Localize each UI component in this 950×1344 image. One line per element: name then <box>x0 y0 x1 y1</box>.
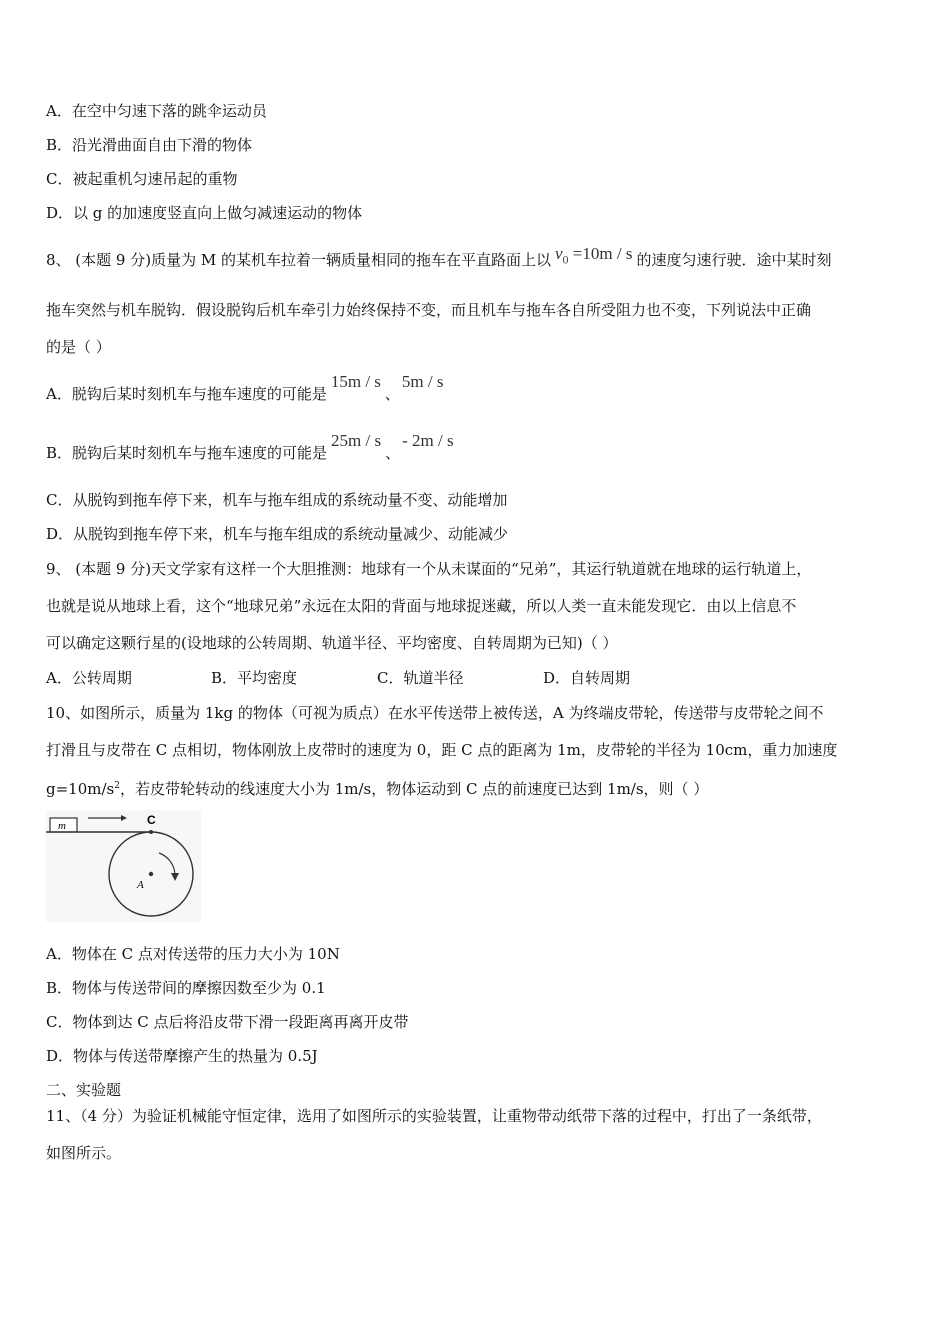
q8-option-b <box>46 431 454 463</box>
v0-value: =10m / s <box>572 244 633 263</box>
point-c-label: C <box>147 813 156 827</box>
q8-option-b-text: B．脱钩后某时刻机车与拖车速度的可能是 <box>46 444 328 462</box>
q7-option-a: A．在空中匀速下落的跳伞运动员 <box>46 102 267 120</box>
q8-option-b-v2: - 2m / s <box>402 431 454 450</box>
q11-stem-line2: 如图所示。 <box>46 1144 122 1162</box>
q8-option-b-sep: 、 <box>385 444 401 462</box>
q9-stem-line2: 也就是说从地球上看，这个“地球兄弟”永远在太阳的背面与地球捉迷藏，所以人类一直未能发现它．由以上信息不 <box>46 597 797 615</box>
conveyor-belt-figure <box>46 810 201 922</box>
q10-stem-line1: 10、如图所示，质量为 1kg 的物体（可视为质点）在水平传送带上被传送，A 为终端皮带轮，传送带与皮带轮之间不 <box>46 704 824 722</box>
point-a-label: A <box>137 879 144 891</box>
q8-option-d: D．从脱钩到拖车停下来，机车与拖车组成的系统动量减少、动能减少 <box>46 525 509 543</box>
q9-option-b: B．平均密度 <box>211 669 298 687</box>
q8-option-c: C．从脱钩到拖车停下来，机车与拖车组成的系统动量不变、动能增加 <box>46 491 508 509</box>
q8-stem-line2: 拖车突然与机车脱钩．假设脱钩后机车牵引力始终保持不变，而且机车与拖车各自所受阻力也不变，下列说法中正确 <box>46 301 812 319</box>
q9-stem-line1: 9、 (本题 9 分)天文学家有这样一个大胆推测：地球有一个从未谋面的“兄弟”，其运行轨道就在地球的运行轨道上， <box>46 560 812 578</box>
q9-option-d: D．自转周期 <box>543 669 631 687</box>
section-title: 二、实验题 <box>46 1081 122 1099</box>
q8-stem-line1 <box>46 244 832 275</box>
q10-option-a: A．物体在 C 点对传送带的压力大小为 10N <box>46 945 340 963</box>
q10-g-exponent: 2 <box>114 781 120 791</box>
q8-option-a <box>46 372 444 404</box>
v0-formula <box>555 244 633 267</box>
q8-option-b-v1: 25m / s <box>331 431 382 450</box>
q8-option-a-v1: 15m / s <box>330 372 381 391</box>
q8-option-a-text: A．脱钩后某时刻机车与拖车速度的可能是 <box>46 385 327 403</box>
q9-option-a: A．公转周期 <box>46 669 132 687</box>
block-m-label: m <box>58 820 66 832</box>
q10-g-value: g=10m/s <box>46 780 115 798</box>
q7-option-c: C．被起重机匀速吊起的重物 <box>46 170 238 188</box>
q10-option-c: C．物体到达 C 点后将沿皮带下滑一段距离再离开皮带 <box>46 1013 409 1031</box>
q8-stem-line3: 的是（ ） <box>46 338 111 356</box>
q11-stem-line1: 11、（4 分）为验证机械能守恒定律，选用了如图所示的实验装置，让重物带动纸带下落的过程中，打出了一条纸带， <box>46 1107 822 1125</box>
q8-option-a-v2: 5m / s <box>401 372 444 391</box>
q10-stem-line3 <box>46 776 708 799</box>
q8-stem-post: 的速度匀速行驶．途中某时刻 <box>636 251 832 269</box>
q10-stem-line3-rest: ，若皮带轮转动的线速度大小为 1m/s，物体运动到 C 点的前速度已达到 1m/s，则（ ） <box>119 780 709 798</box>
q9-stem-line3: 可以确定这颗行星的(设地球的公转周期、轨道半径、平均密度、自转周期为已知)（ ） <box>46 634 618 652</box>
v0-symbol: v <box>555 244 563 263</box>
q7-option-b: B．沿光滑曲面自由下滑的物体 <box>46 136 253 154</box>
q8-option-a-sep: 、 <box>384 385 400 403</box>
q8-stem-pre: 8、 (本题 9 分)质量为 M 的某机车拉着一辆质量相同的拖车在平直路面上以 <box>46 251 551 269</box>
q10-stem-line2: 打滑且与皮带在 C 点相切，物体刚放上皮带时的速度为 0，距 C 点的距离为 1m，皮带轮的半径为 10cm，重力加速度 <box>46 741 838 759</box>
q7-option-d: D．以 g 的加速度竖直向上做匀减速运动的物体 <box>46 204 363 222</box>
pulley-center <box>149 872 153 876</box>
q9-option-c: C．轨道半径 <box>377 669 464 687</box>
q10-option-d: D．物体与传送带摩擦产生的热量为 0.5J <box>46 1047 318 1065</box>
q10-option-b: B．物体与传送带间的摩擦因数至少为 0.1 <box>46 979 326 997</box>
v0-subscript: 0 <box>562 252 569 267</box>
